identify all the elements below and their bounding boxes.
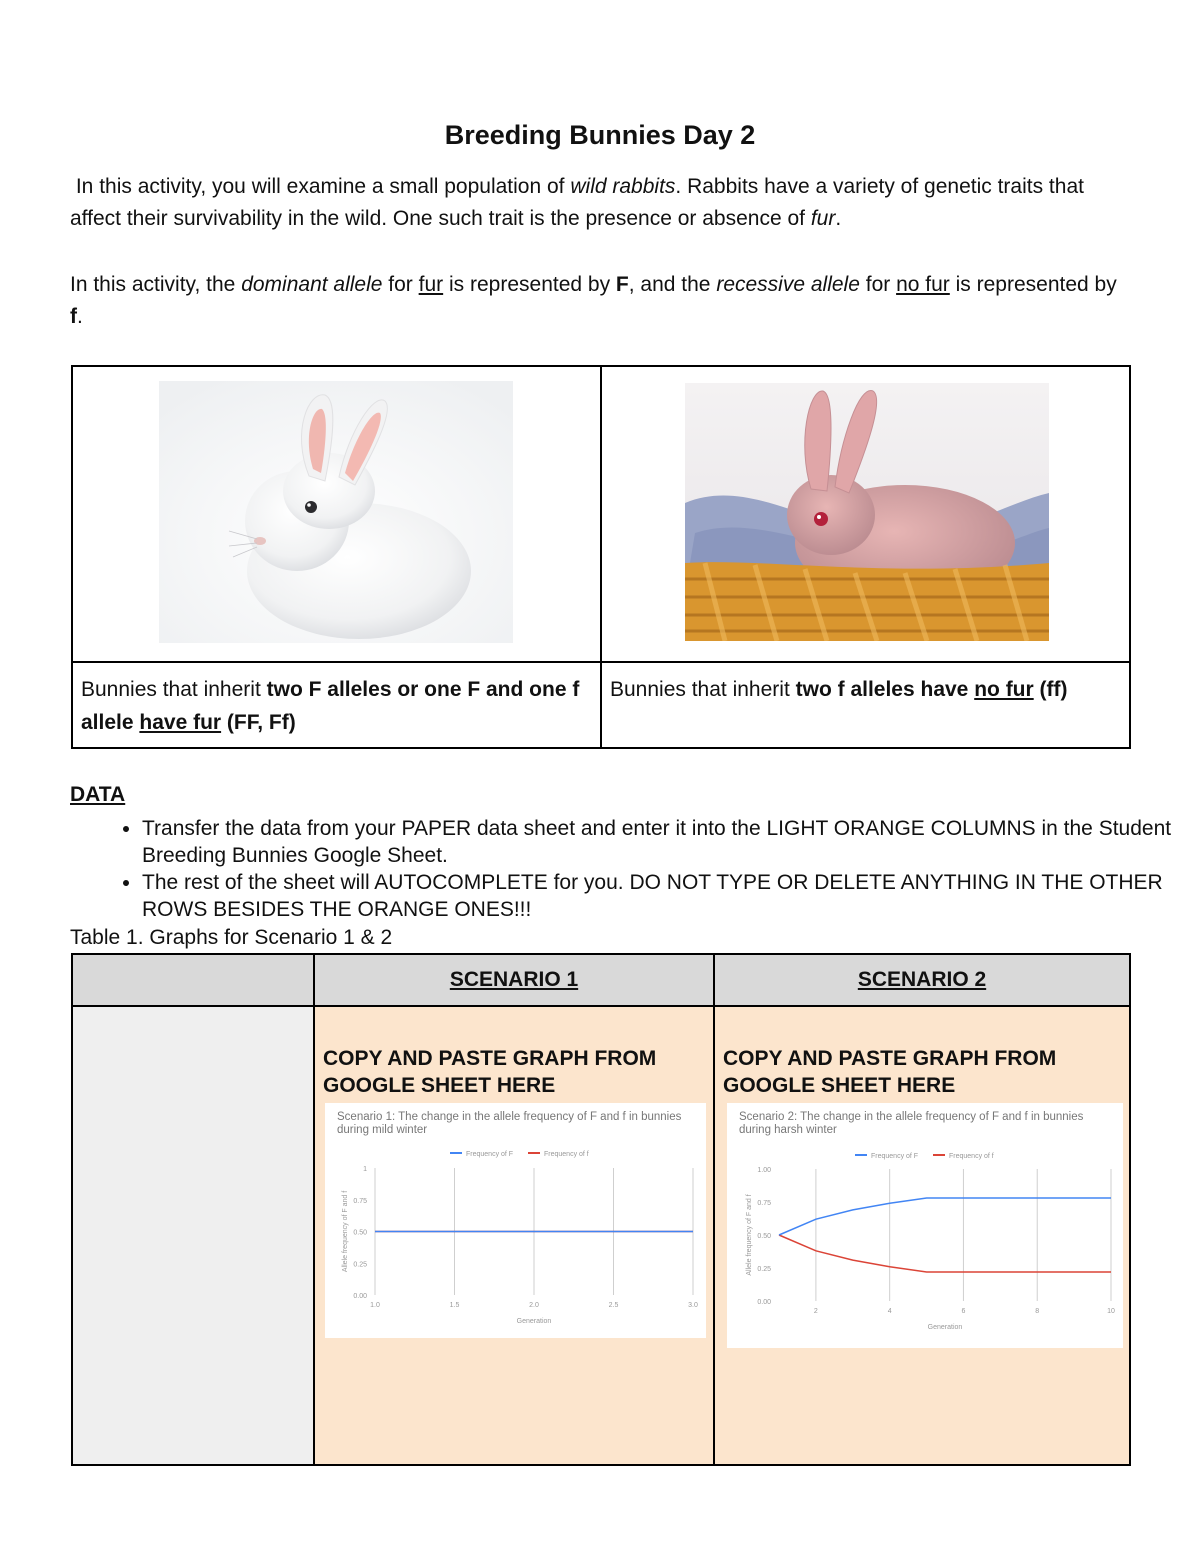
- scenario-2-cell: [714, 1006, 1130, 1465]
- header-scenario-2: [714, 954, 1130, 1006]
- data-heading: DATA: [70, 783, 126, 806]
- text-run: , and the: [628, 273, 717, 296]
- text-run: F: [615, 273, 629, 296]
- text-run: have fur: [139, 711, 222, 734]
- legend-label: Frequency of f: [544, 1151, 589, 1158]
- text-run: Bunnies that inherit: [610, 678, 796, 701]
- header-cell-empty: [72, 954, 314, 1006]
- text-run: no fur: [896, 273, 950, 296]
- y-tick-label: 0.25: [353, 1261, 367, 1269]
- y-tick-label: 1: [363, 1166, 367, 1173]
- chart-title: Scenario 1: The change in the allele frequency of F and f in bunnies during mild winter: [337, 1111, 682, 1136]
- text-run: for: [382, 273, 419, 296]
- list-item: • The rest of the sheet will AUTOCOMPLETE for you. DO NOT TYPE OR DELETE ANYTHING IN THE OTHER ROWS BESIDES THE ORANGE ONES!!!: [142, 869, 1200, 923]
- y-tick-label: 0.50: [757, 1233, 771, 1240]
- legend-label: Frequency of f: [949, 1153, 994, 1160]
- text-run: dominant allele: [241, 273, 383, 296]
- y-tick-label: 0.75: [757, 1200, 771, 1207]
- x-tick-label: 4: [887, 1308, 892, 1315]
- scenario-1-cell: [314, 1006, 714, 1465]
- text-run: SCENARIO 1: [449, 968, 579, 991]
- text-run: no fur: [974, 678, 1034, 701]
- text-run: .: [835, 207, 842, 230]
- x-tick-label: 8: [1035, 1308, 1040, 1315]
- x-tick-label: 3.0: [688, 1302, 698, 1309]
- furred-bunny-cell: [72, 366, 601, 662]
- text-run: for: [859, 273, 897, 296]
- legend-label: Frequency of F: [466, 1151, 514, 1158]
- text-run: is represented by: [443, 273, 616, 296]
- text-run: SCENARIO 2: [857, 968, 987, 991]
- text-run: Bunnies that inherit: [81, 678, 267, 701]
- text-run: wild rabbits: [570, 175, 676, 198]
- chart-svg: [727, 1103, 1123, 1348]
- list-item: • Transfer the data from your PAPER data sheet and enter it into the LIGHT ORANGE COLUMNS in the Student Breeding Bunnies Google Sheet.: [142, 815, 1200, 869]
- x-tick-label: 10: [1107, 1308, 1115, 1315]
- y-tick-label: 0.00: [757, 1299, 771, 1306]
- x-tick-label: 1.0: [370, 1302, 380, 1309]
- text-run: In this activity, the: [70, 273, 242, 296]
- graphs-table: [71, 953, 1131, 1466]
- text-run: In this activity, you will examine a small population of: [75, 175, 571, 198]
- x-axis-label: Generation: [927, 1324, 963, 1331]
- text-run: .: [77, 305, 83, 328]
- text-run: is represented by: [949, 273, 1117, 296]
- row-label-cell: [72, 1006, 314, 1465]
- y-axis-label: Allele frequency of F and f: [746, 1194, 753, 1276]
- copy-instruction-1: COPY AND PASTE GRAPH FROM GOOGLE SHEET HERE: [323, 1047, 657, 1097]
- scenario-2-chart: [727, 1103, 1123, 1348]
- intro-paragraph-2: [70, 269, 1130, 333]
- header-scenario-1: [314, 954, 714, 1006]
- x-tick-label: 1.5: [449, 1302, 460, 1309]
- y-tick-label: 1.00: [757, 1167, 771, 1174]
- x-tick-label: 2: [813, 1308, 818, 1315]
- x-tick-label: 2.0: [529, 1302, 539, 1309]
- text-run: (FF, Ff): [221, 711, 296, 734]
- y-tick-label: 0.00: [353, 1293, 367, 1300]
- page-title: Breeding Bunnies Day 2: [444, 120, 756, 150]
- text-run: fur: [418, 273, 444, 296]
- x-tick-label: 6: [961, 1308, 966, 1315]
- fur-caption: [72, 662, 601, 748]
- y-tick-label: 0.50: [353, 1229, 367, 1237]
- series-line: [779, 1198, 1111, 1235]
- chart-svg: [325, 1103, 706, 1338]
- text-run: (ff): [1033, 678, 1068, 701]
- furless-bunny-image: [685, 383, 1049, 641]
- y-axis-label: Allele frequency of F and f: [342, 1190, 349, 1273]
- text-run: f: [70, 305, 77, 328]
- y-tick-label: 0.75: [353, 1197, 367, 1205]
- series-line: [779, 1235, 1111, 1272]
- table-caption: Table 1. Graphs for Scenario 1 & 2: [70, 926, 393, 949]
- text-run: fur: [810, 207, 836, 230]
- chart-title: Scenario 2: The change in the allele frequency of F and f in bunnies during harsh winter: [739, 1111, 1084, 1136]
- furless-bunny-cell: [601, 366, 1130, 662]
- legend-label: Frequency of F: [871, 1153, 919, 1160]
- text-run: . Rabbits have a variety of genetic traits that affect their survivability in the wild. One such trait is the presence or absence of: [70, 175, 1084, 230]
- text-run: two F alleles or one F and one f allele: [81, 678, 580, 734]
- copy-instruction-2: COPY AND PASTE GRAPH FROM GOOGLE SHEET HERE: [723, 1047, 1057, 1097]
- text-run: recessive allele: [716, 273, 860, 296]
- instructions-list: [70, 815, 1200, 923]
- y-tick-label: 0.25: [757, 1266, 771, 1273]
- scenario-1-chart: [325, 1103, 706, 1338]
- furred-bunny-image: [159, 381, 513, 643]
- x-axis-label: Generation: [516, 1318, 552, 1325]
- text-run: two f alleles have: [795, 678, 975, 701]
- bunny-table: [71, 365, 1131, 749]
- x-tick-label: 2.5: [608, 1302, 619, 1309]
- intro-paragraph-1: [70, 171, 1130, 235]
- no-fur-caption: [601, 662, 1130, 748]
